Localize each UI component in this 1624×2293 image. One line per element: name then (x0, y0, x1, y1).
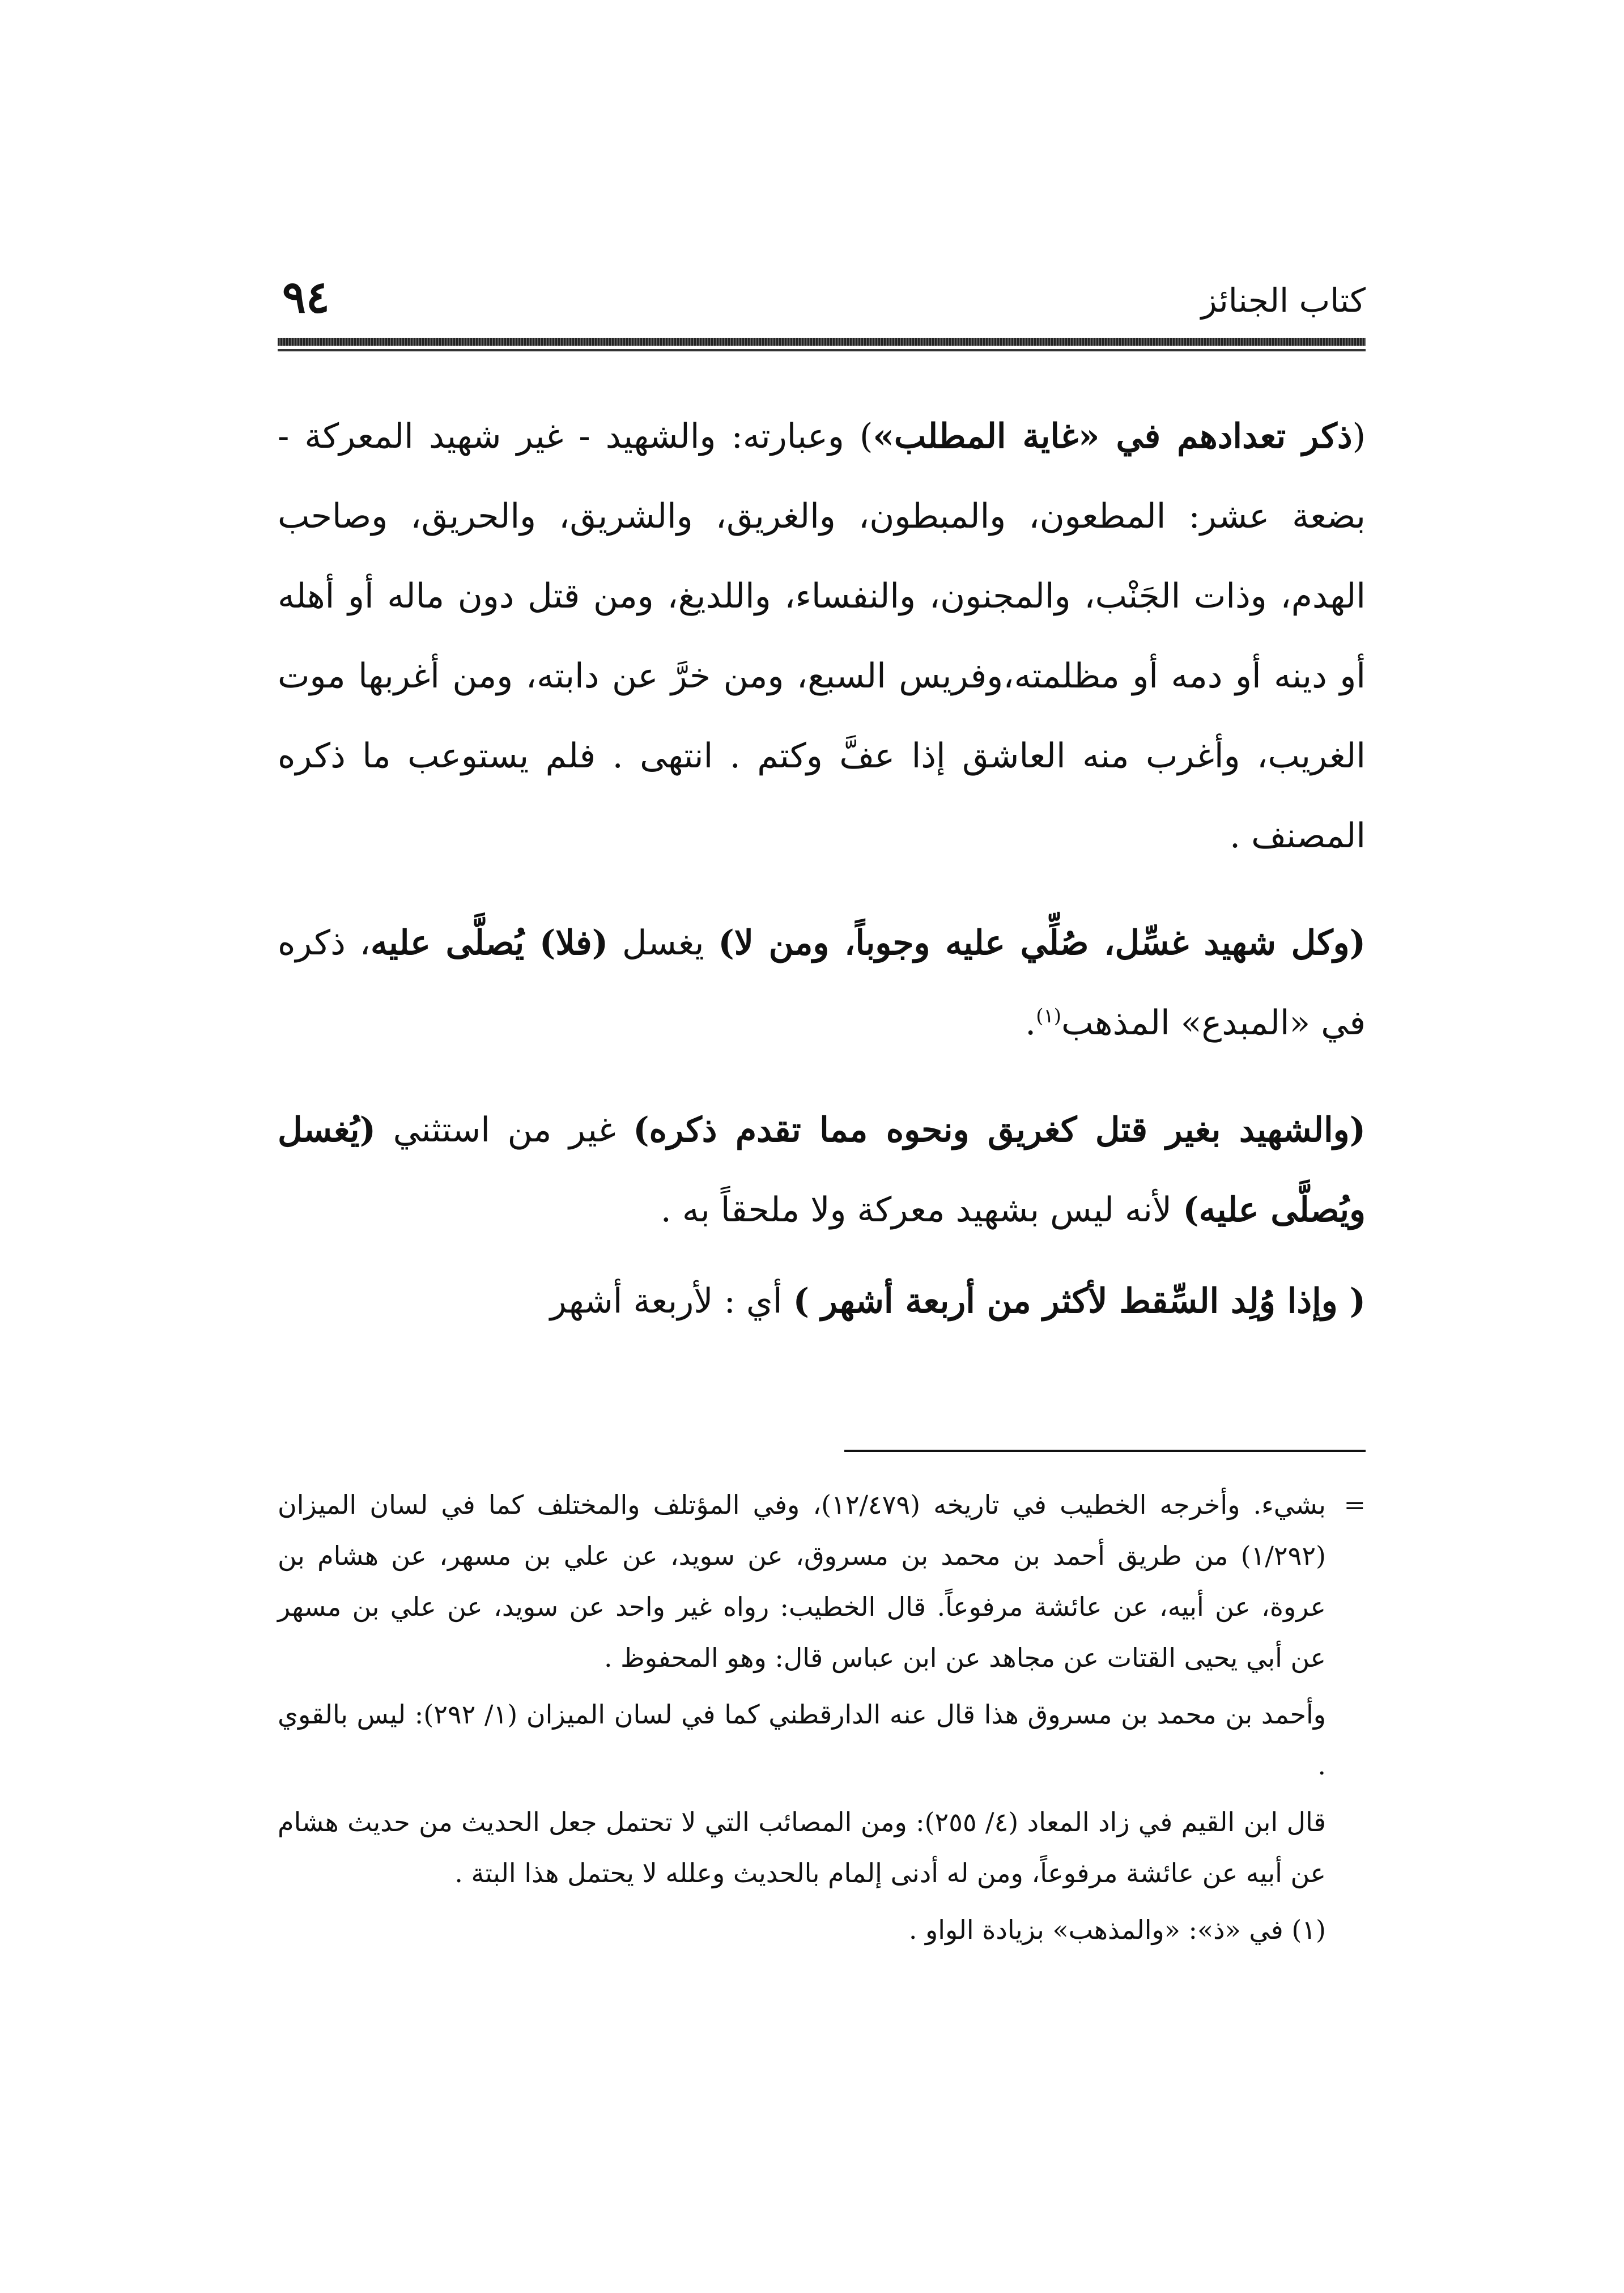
matn-text: ( وإذا وُلِد السِّقط لأكثر من أربعة أشهر ) (793, 1281, 1366, 1321)
footnote-text: (١) في «ذ»: «والمذهب» بزيادة الواو . (908, 1914, 1326, 1945)
paragraph-4 (278, 1262, 1366, 1341)
footnote-separator (844, 1450, 1366, 1452)
sharh-text: أي : لأربعة أشهر (550, 1281, 793, 1321)
sharh-text: ) وعبارته: والشهيد - غير شهيد المعركة - بضعة عشر: المطعون، والمبطون، والغريق، والشريق، والحريق، وصاحب الهدم، وذات الجَنْب، والمجنون، والنفساء، واللديغ، ومن قتل دون ماله أو أهله أو دينه أو دمه أو مظلمته،وفريس السبع، ومن خرَّ عن دابته، ومن أغربها موت الغريب، وأغرب منه العاشق إذا عفَّ وكتم . انتهى . فلم يستوعب ما ذكره المصنف . (278, 417, 1366, 856)
footnote-continuation-3 (278, 1797, 1366, 1899)
footnote-text: قال ابن القيم في زاد المعاد (٤/ ٢٥٥): ومن المصائب التي لا تحتمل جعل الحديث من حديث هشام عن أبيه عن عائشة مرفوعاً، ومن له أدنى إلمام بالحديث وعلله لا يحتمل هذا البتة . (278, 1807, 1327, 1888)
sharh-text: غير من استثني (376, 1110, 634, 1150)
page-number: ٩٤ (282, 271, 330, 323)
sharh-text: يغسل (608, 923, 719, 963)
footnotes (278, 1479, 1366, 1961)
continuation-marker: = (1344, 1489, 1366, 1520)
header-rule (278, 338, 1366, 346)
matn-text: (وكل شهيد غسِّل، صُلِّي عليه وجوباً، ومن لا) (718, 923, 1366, 963)
main-text (278, 397, 1366, 1369)
footnote-1 (278, 1904, 1366, 1955)
running-title: كتاب الجنائز (1201, 281, 1366, 320)
matn-text: (يُغسل ويُصلَّى عليه) (278, 1110, 1366, 1230)
footnote-continuation (278, 1479, 1366, 1683)
sharh-text: ، ذكره في «المبدع» المذهب (278, 923, 1366, 1043)
footnote-ref[interactable]: (١) (1036, 1005, 1062, 1027)
paragraph-3 (278, 1090, 1366, 1250)
paragraph-1 (278, 397, 1366, 876)
footnote-text: وأحمد بن محمد بن مسروق هذا قال عنه الدارقطني كما في لسان الميزان (١/ ٢٩٢): ليس بالقوي . (278, 1699, 1326, 1781)
header-rule-thin (278, 349, 1366, 351)
matn-text: (والشهيد بغير قتل كغريق ونحوه مما تقدم ذكره) (633, 1110, 1366, 1150)
matn-text: (فلا) يُصلَّى عليه (371, 923, 609, 963)
paragraph-2 (278, 903, 1366, 1063)
page-header (278, 272, 1366, 334)
footnote-text: بشيء. وأخرجه الخطيب في تاريخه (١٢/٤٧٩)، وفي المؤتلف والمختلف كما في لسان الميزان (١/٢٩٢) من طريق أحمد بن محمد بن مسروق، عن سويد، عن علي بن مسهر، عن هشام بن عروة، عن أبيه، عن عائشة مرفوعاً. قال الخطيب: رواه غير واحد عن سويد، عن علي بن مسهر عن أبي يحيى القتات عن مجاهد عن ابن عباس قال: وهو المحفوظ . (278, 1489, 1326, 1673)
footnote-continuation-2 (278, 1689, 1366, 1791)
paren: ( (1352, 417, 1366, 456)
sharh-text: . (1025, 1003, 1036, 1043)
matn-text: ذكر تعدادهم في «غاية المطلب» (873, 417, 1353, 456)
sharh-text: لأنه ليس بشهيد معركة ولا ملحقاً به . (660, 1190, 1183, 1230)
